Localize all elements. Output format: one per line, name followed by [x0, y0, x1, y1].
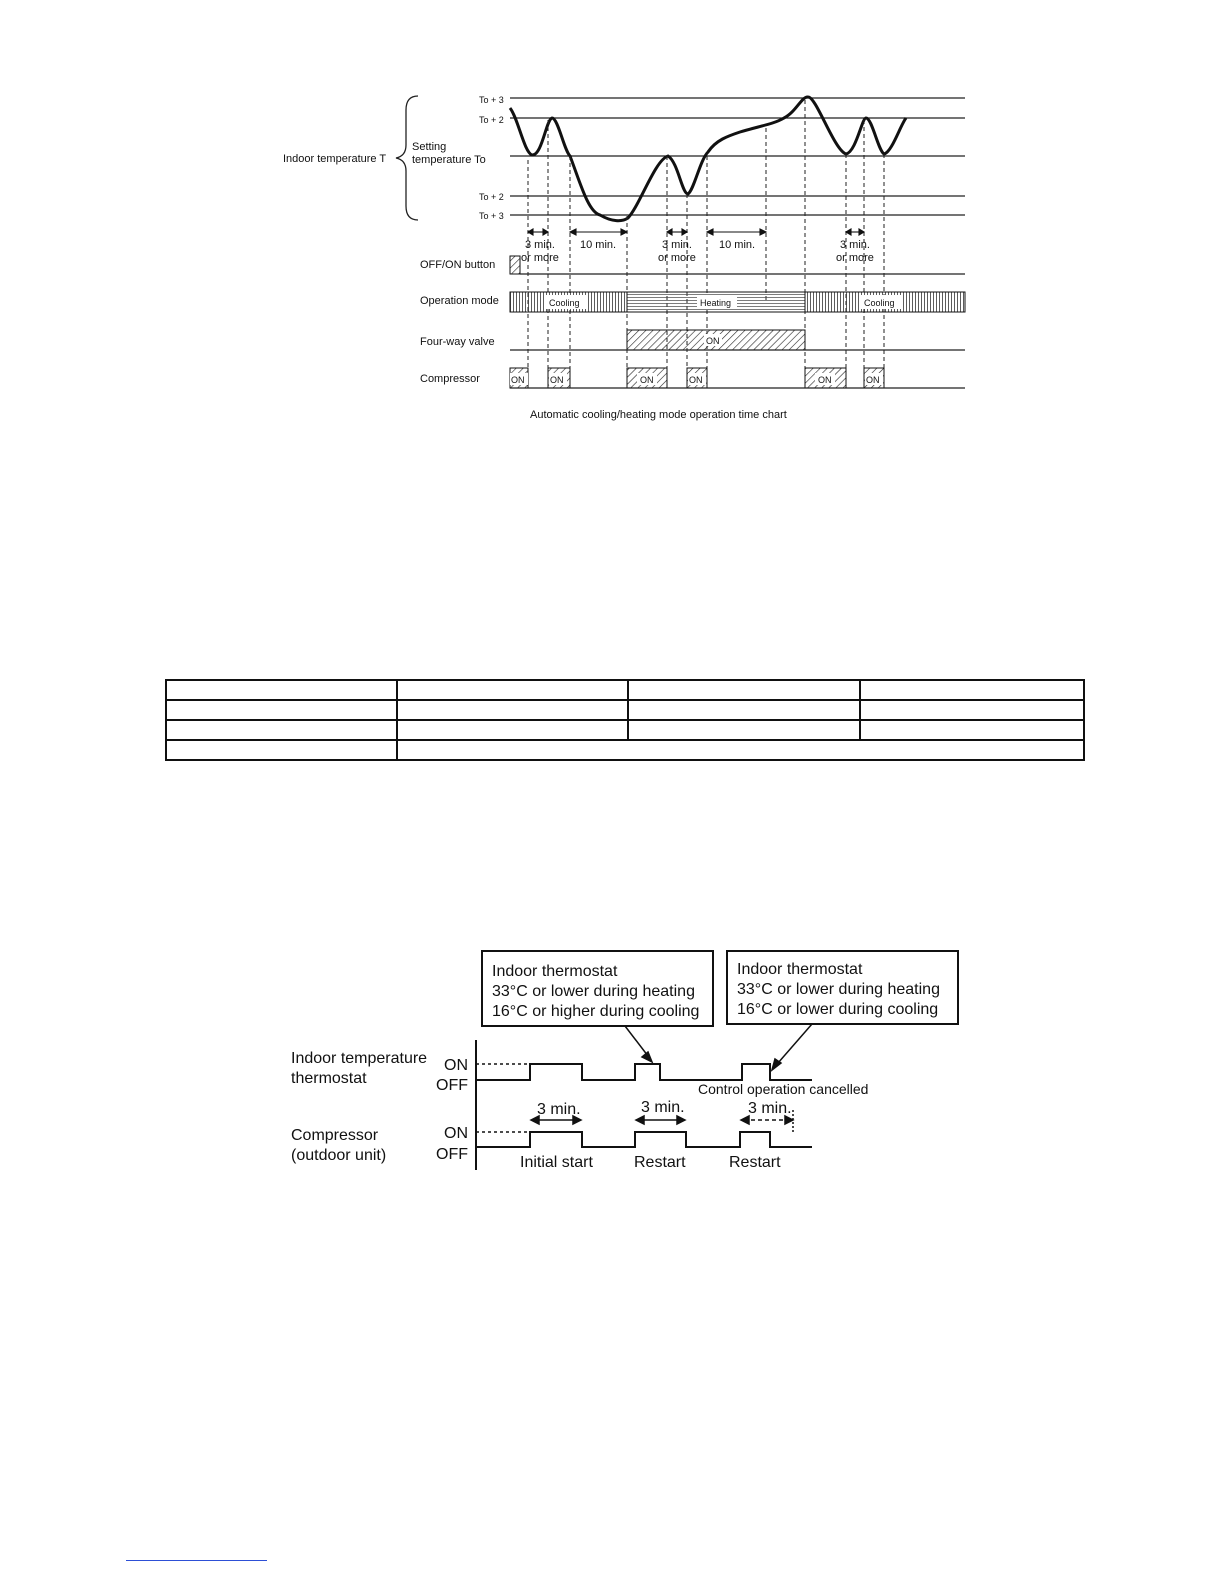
indoor-temp-label: Indoor temperature T [283, 153, 387, 165]
temperature-curve [510, 97, 906, 221]
row-label-off-on: OFF/ON button [420, 259, 496, 271]
table-cell [166, 680, 397, 700]
table-cell [397, 680, 628, 700]
level-label-3: To + 2 [479, 192, 504, 202]
table-cell [397, 700, 628, 720]
cancelled-label: Control operation cancelled [698, 1081, 869, 1097]
level-label-4: To + 3 [479, 211, 504, 221]
compressor-on-label: ON [444, 1125, 468, 1142]
level-lines [510, 98, 965, 215]
callout-left-line3: 16°C or higher during cooling [492, 1003, 700, 1020]
setting-label-1: Setting [412, 141, 447, 153]
table-cell [628, 680, 860, 700]
interval-4-line1: 10 min. [719, 239, 756, 251]
table-row [166, 740, 1084, 760]
thermostat-label-2: thermostat [291, 1070, 367, 1087]
table-row [166, 700, 1084, 720]
table-row [166, 680, 1084, 700]
interval-label-1: 3 min. [537, 1101, 581, 1118]
event-restart-2: Restart [729, 1154, 781, 1171]
table-cell [860, 680, 1084, 700]
auto-mode-time-chart [280, 88, 980, 428]
interval-3-line1: 3 min. [662, 239, 692, 251]
table-cell-merged [397, 740, 1084, 760]
compressor-restart-chart [280, 945, 980, 1185]
setting-label-2: temperature To [412, 154, 486, 166]
interval-1-line1: 3 min. [525, 239, 555, 251]
row-label-four-way-valve: Four-way valve [420, 336, 495, 348]
table-cell [628, 700, 860, 720]
callout-right-line2: 33°C or lower during heating [737, 981, 940, 998]
table-cell [166, 740, 397, 760]
compressor-off-label: OFF [436, 1146, 468, 1163]
compressor-on-2: ON [550, 375, 564, 385]
compressor-on-1: ON [511, 375, 525, 385]
callout-left-line1: Indoor thermostat [492, 963, 618, 980]
compressor-label-2: (outdoor unit) [291, 1147, 387, 1164]
table-cell [166, 720, 397, 740]
level-label-2: To + 2 [479, 115, 504, 125]
four-way-on-label: ON [706, 336, 720, 346]
mode-label-cooling-2: Cooling [864, 298, 895, 308]
table-row [166, 720, 1084, 740]
mode-label-cooling-1: Cooling [549, 298, 580, 308]
interval-label-3: 3 min. [748, 1100, 792, 1117]
compressor-label-1: Compressor [291, 1127, 379, 1144]
event-restart-1: Restart [634, 1154, 686, 1171]
event-initial-start: Initial start [520, 1154, 593, 1171]
table-cell [397, 720, 628, 740]
thermostat-waveform [476, 1064, 812, 1080]
interval-arrows [528, 229, 864, 235]
table-cell [860, 720, 1084, 740]
thermostat-label-1: Indoor temperature [291, 1050, 428, 1067]
row-label-operation-mode: Operation mode [420, 295, 499, 307]
callout-left-line2: 33°C or lower during heating [492, 983, 695, 1000]
thermostat-off-label: OFF [436, 1077, 468, 1094]
interval-2-line1: 10 min. [580, 239, 617, 251]
level-label-1: To + 3 [479, 95, 504, 105]
interval-5-line1: 3 min. [840, 239, 870, 251]
footnote-rule [126, 1560, 267, 1561]
mode-label-heating: Heating [700, 298, 732, 308]
interval-label-2: 3 min. [641, 1099, 685, 1116]
interval-3-line2: or more [658, 252, 696, 264]
compressor-waveform [476, 1132, 812, 1147]
interval-5-line2: or more [836, 252, 874, 264]
table-cell [860, 700, 1084, 720]
compressor-on-6: ON [866, 375, 880, 385]
chart1-caption: Automatic cooling/heating mode operation time chart [530, 409, 787, 421]
table-cell [628, 720, 860, 740]
callout-right-line3: 16°C or lower during cooling [737, 1001, 939, 1018]
off-on-pulse [510, 256, 520, 274]
compressor-on-5: ON [818, 375, 832, 385]
callout-right-line1: Indoor thermostat [737, 961, 863, 978]
blank-table [165, 679, 1085, 761]
thermostat-on-label: ON [444, 1057, 468, 1074]
interval-1-line2: or more [521, 252, 559, 264]
compressor-on-3: ON [640, 375, 654, 385]
row-label-compressor: Compressor [420, 373, 480, 385]
table-cell [166, 700, 397, 720]
compressor-on-4: ON [689, 375, 703, 385]
